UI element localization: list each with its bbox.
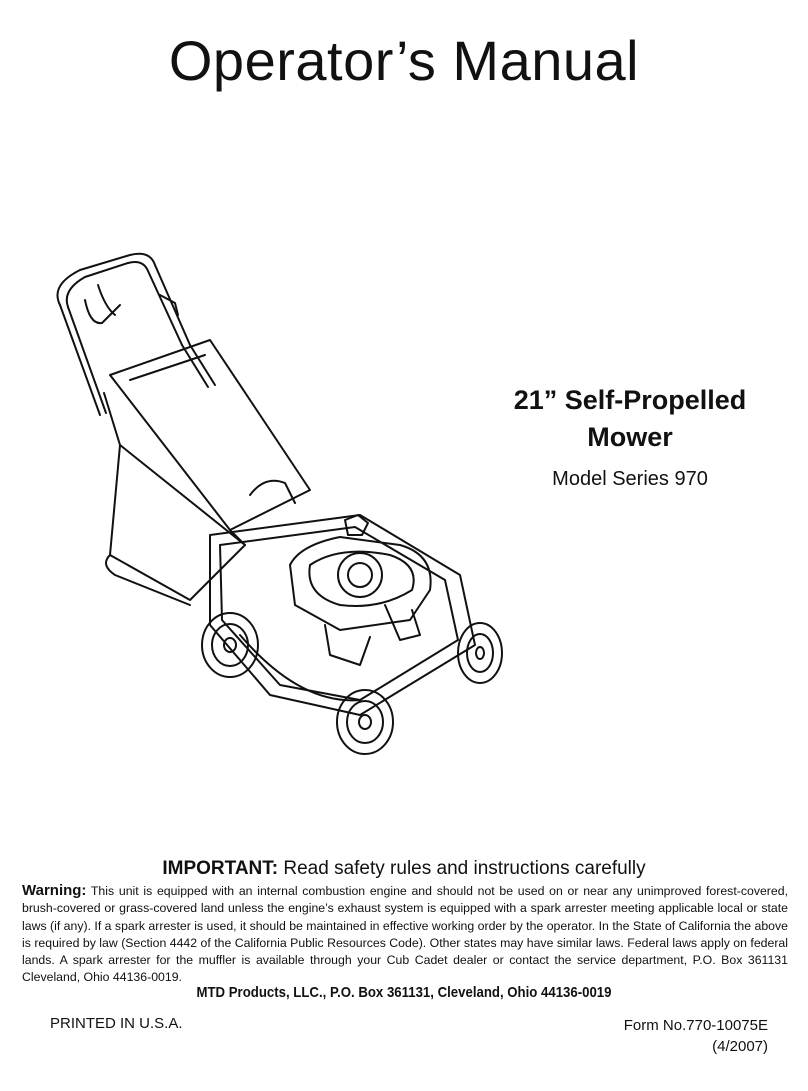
- form-date: (4/2007): [712, 1038, 768, 1055]
- product-name-line-2: Mower: [587, 422, 673, 452]
- important-text: Read safety rules and instructions carefully: [278, 858, 646, 879]
- product-block: [470, 382, 790, 491]
- form-info: [624, 1015, 768, 1057]
- important-notice: [0, 858, 808, 880]
- model-series: Model Series 970: [552, 468, 708, 490]
- form-number: Form No.770-10075E: [623, 1017, 768, 1034]
- warning-paragraph: [22, 882, 788, 987]
- warning-text: This unit is equipped with an internal combustion engine and should not be used on or near any unimproved forest-covered, brush-covered or grass-covered land unless the engine’s exhaust system is equipped with a spark arrester meeting applicable local or state laws (if any). If a spark arrester is used, it should be maintained in effective working order by the operator. In the State of California the above is required by law (Section 4442 of the California Public Resources Code). Other states may have similar laws. Federal laws apply on federal lands. A spark arrester for the muffler is available through your Cub Cadet dealer or contact the service department, P.O. Box 361131 Cleveland, Ohio 44136-0019.: [22, 884, 789, 985]
- manual-title: Operator’s Manual: [168, 29, 640, 92]
- product-name-line-1: 21” Self-Propelled: [513, 385, 747, 415]
- company-address: MTD Products, LLC., P.O. Box 361131, Cleveland, Ohio 44136-0019: [196, 984, 612, 1001]
- mower-illustration: [40, 245, 520, 765]
- printed-in: PRINTED IN U.S.A.: [50, 1015, 183, 1032]
- important-label: IMPORTANT:: [162, 858, 279, 879]
- warning-label: Warning:: [22, 882, 87, 899]
